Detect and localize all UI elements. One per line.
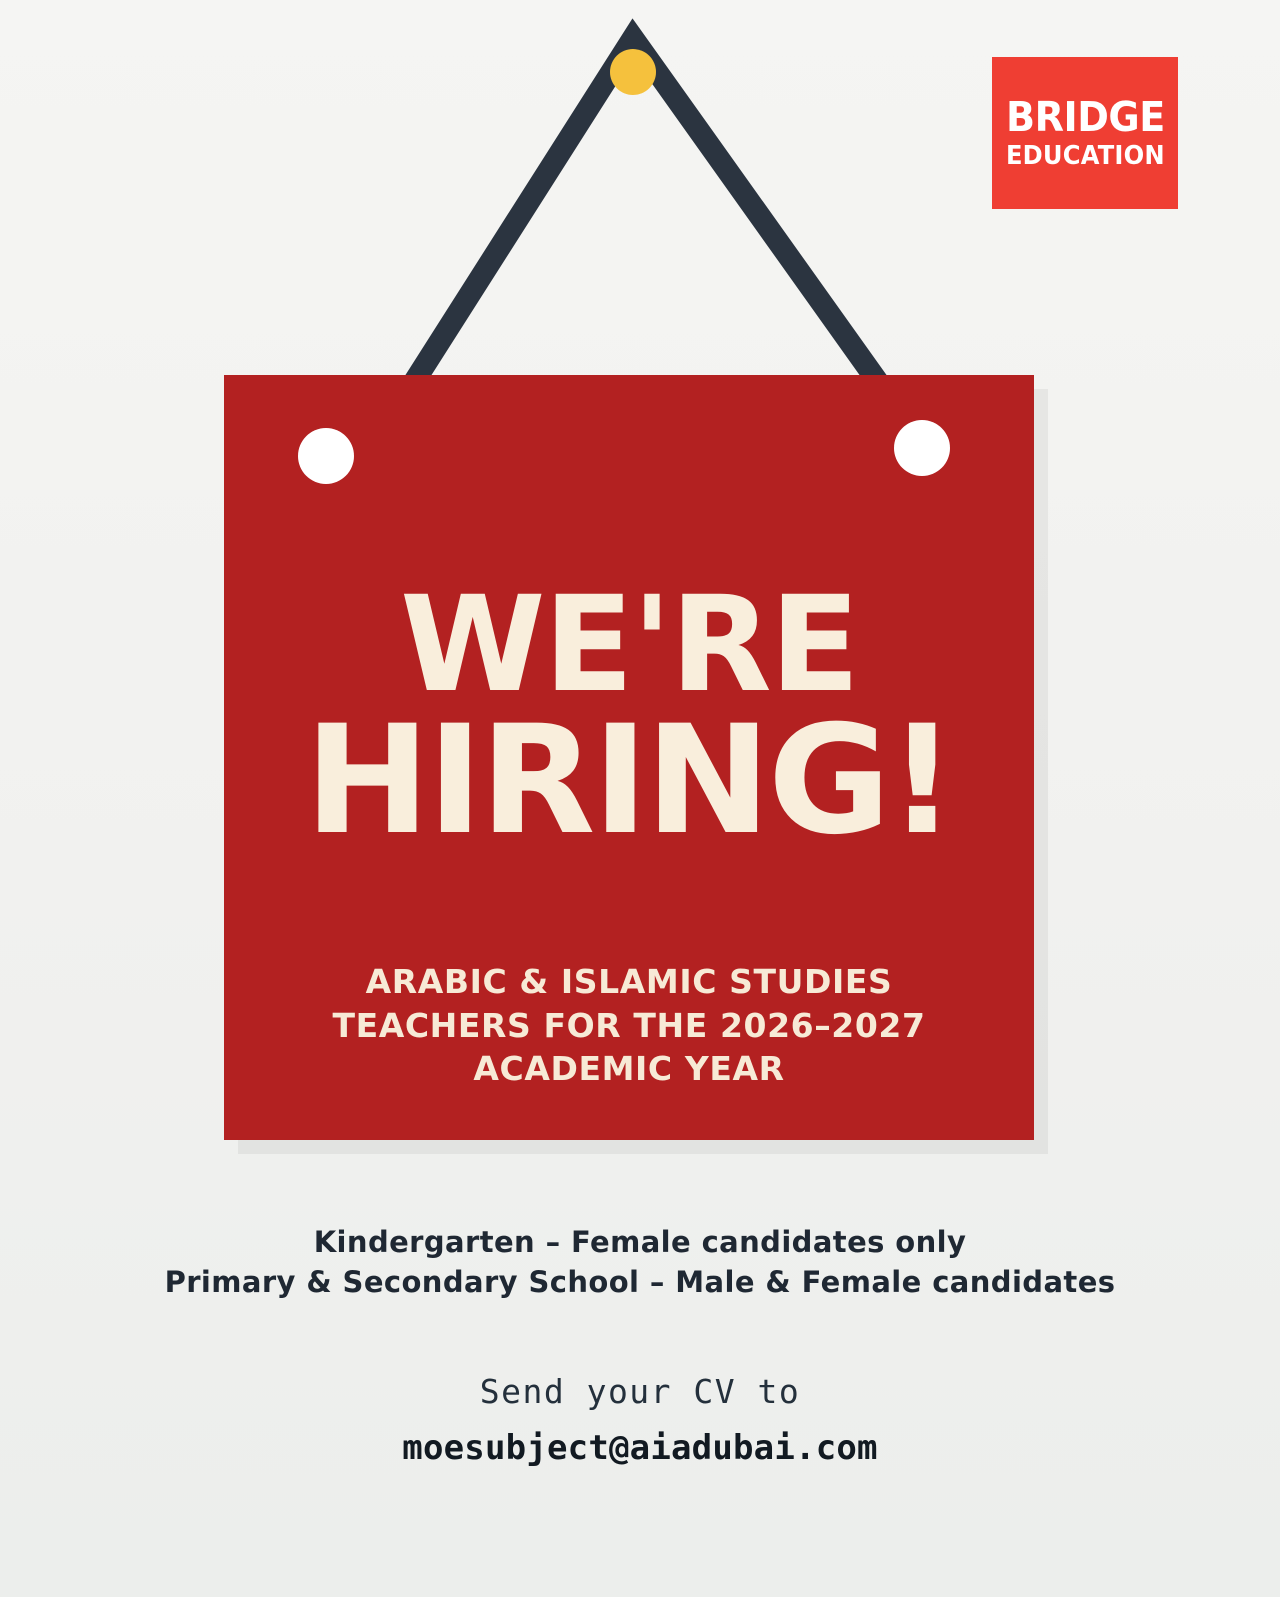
logo-brand-subtitle: EDUCATION — [1005, 141, 1165, 171]
eligibility-line-2: Primary & Secondary School – Male & Female candidates — [164, 1265, 1116, 1300]
headline-line-1: WE'RE — [400, 568, 858, 722]
eligibility-line-1: Kindergarten – Female candidates only — [313, 1225, 967, 1259]
subheadline-line-2: TEACHERS FOR THE 2026–2027 — [332, 1005, 926, 1045]
headline-line-2: HIRING! — [304, 694, 954, 869]
cta-label: Send your CV to — [479, 1372, 801, 1411]
eligibility-text — [0, 1222, 1280, 1302]
cta-email-address[interactable]: moesubject@aiadubai.com — [402, 1428, 878, 1468]
subheadline — [224, 960, 1034, 1091]
hiring-sign-board — [224, 375, 1034, 1140]
subheadline-line-1: ARABIC & ISLAMIC STUDIES — [365, 962, 893, 1001]
sign-hole-left-icon — [298, 428, 354, 484]
bridge-education-logo — [992, 57, 1178, 209]
headline — [224, 568, 1034, 869]
logo-brand-name: BRIDGE — [1005, 93, 1165, 141]
subheadline-line-3: ACADEMIC YEAR — [473, 1049, 785, 1089]
sign-hole-right-icon — [894, 420, 950, 476]
